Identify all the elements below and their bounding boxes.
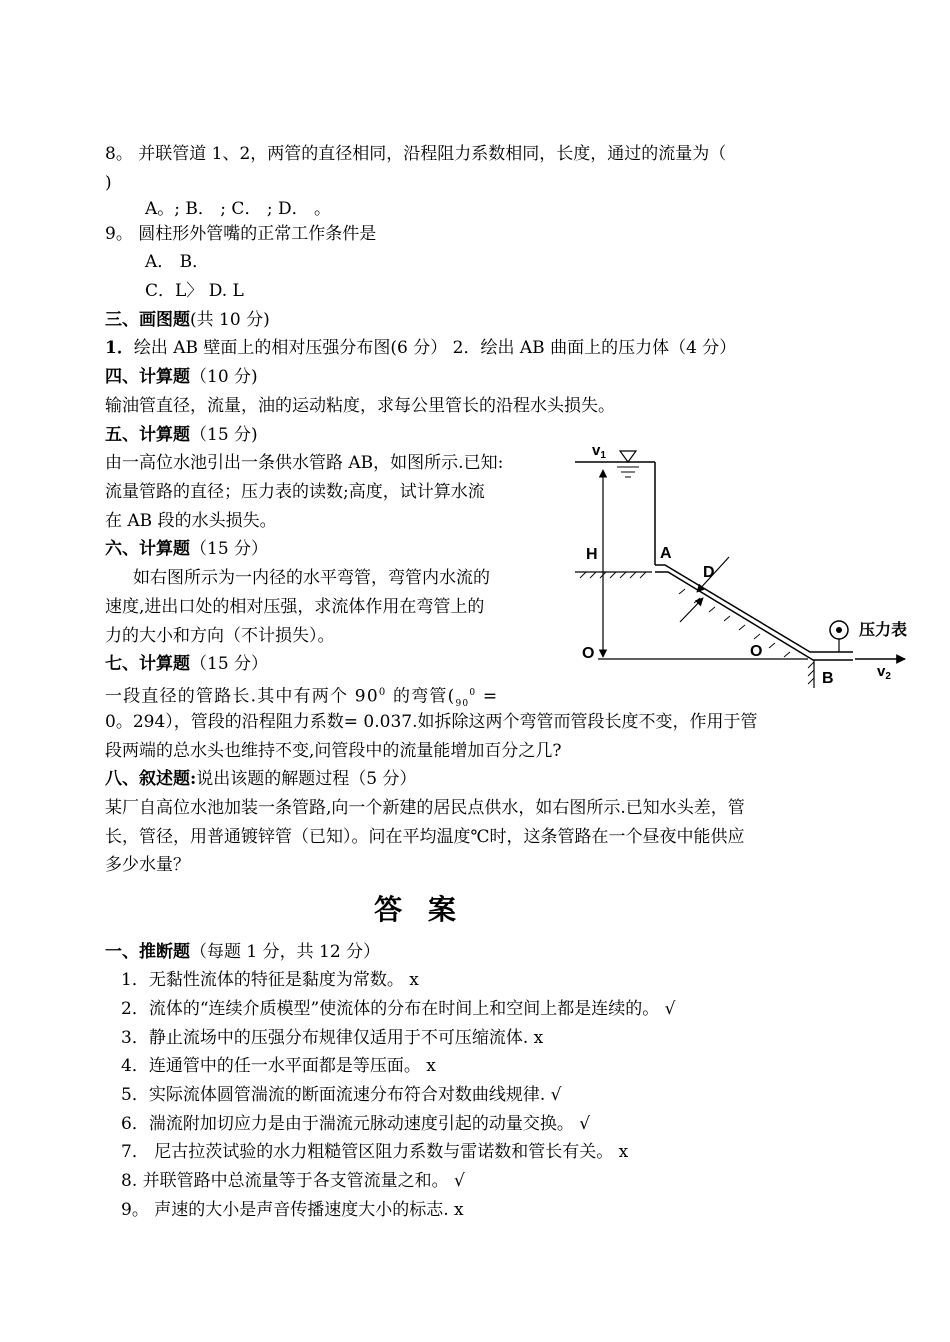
answer-item-8: 8. 并联管路中总流量等于各支管流量之和。 √ [121, 1171, 465, 1191]
answer-item-7: 7． 尼古拉茨试验的水力粗糙管区阻力系数与雷诺数和管长有关。 x [121, 1142, 629, 1162]
water-level-symbol [620, 451, 636, 462]
sec8-line1: 某厂自高位水池加装一条管路,向一个新建的居民点供水，如右图所示.已知水头差，管 [105, 798, 745, 818]
sec7-line1a: 一段直径的管路长.其中有两个 90 [105, 686, 379, 707]
answer-item-1: 1．无黏性流体的特征是黏度为常数。 x [121, 970, 419, 990]
o-left-label: O [582, 645, 595, 662]
sec3-content-num: 1． [105, 338, 134, 358]
v2-label: $v_2$ [877, 663, 891, 682]
sec5-line3: 在 AB 段的水头损失。 [105, 511, 277, 531]
sec4-heading: 四、计算题 [105, 367, 190, 387]
diameter-arrow-bottom [680, 598, 703, 622]
d-label: D [703, 564, 715, 581]
sec3-points: (共 10 分) [190, 310, 270, 330]
q9-options2: C．L〉 D. L [145, 281, 244, 301]
sec7-points: （15 分） [190, 654, 269, 674]
q9-line1: 9。 圆柱形外管嘴的正常工作条件是 [105, 224, 377, 244]
a-label: A [660, 545, 672, 562]
q8-line2: ) [105, 173, 112, 193]
q8-line1: 8。 并联管道 1、2，两管的直径相同，沿程阻力系数相同，长度，通过的流量为（ [105, 144, 727, 164]
answer-item-3: 3．静止流场中的压强分布规律仅适用于不可压缩流体. x [121, 1028, 544, 1048]
sec3-content: 绘出 AB 壁面上的相对压强分布图(6 分） 2．绘出 AB 曲面上的压力体（4 分） [133, 338, 737, 358]
sec5-points: （15 分) [190, 425, 258, 445]
sec4-content: 输油管直径，流量，油的运动粘度，求每公里管长的沿程水头损失。 [105, 396, 615, 416]
sec5-heading: 五、计算题 [105, 425, 190, 445]
sec8-heading: 八、叙述题: [105, 769, 197, 789]
answers-sec1-points: （每题 1 分，共 12 分） [190, 942, 381, 962]
sec6-line2: 速度,进出口处的相对压强，求流体作用在弯管上的 [105, 597, 485, 617]
answer-item-6: 6．湍流附加切应力是由于湍流元脉动速度引起的动量交换。 √ [121, 1114, 591, 1134]
answers-title: 答 案 [374, 893, 464, 926]
sec7-line1c: = [476, 686, 499, 707]
sec7-line2: 0。294），管段的沿程阻力系数= 0.037.如拆除这两个弯管而管段长度不变，作用于管 [105, 712, 758, 732]
answer-item-4: 4．连通管中的任一水平面都是等压面。 x [121, 1056, 436, 1076]
sec7-heading: 七、计算题 [105, 654, 190, 674]
answer-item-9: 9。 声速的大小是声音传播速度大小的标志. x [121, 1200, 464, 1220]
sec8-line2: 长，管径，用普通镀锌管（已知）。问在平均温度℃时，这条管路在一个昼夜中能供应 [105, 827, 745, 847]
sec6-line3: 力的大小和方向（不计损失）。 [105, 626, 335, 646]
sec6-points: （15 分） [190, 539, 269, 559]
h-label: H [586, 546, 598, 563]
b-label: B [822, 670, 834, 687]
sec7-sub: 90 [455, 699, 470, 710]
pressure-gauge-label: 压力表 [859, 622, 908, 639]
sec6-heading: 六、计算题 [105, 539, 190, 559]
answer-item-2: 2．流体的“连续介质模型”使流体的分布在时间上和空间上都是连续的。 √ [121, 999, 676, 1019]
sec7-line3: 段两端的总水头也维持不变,问管段中的流量能增加百分之几? [105, 741, 562, 761]
sec7-sup2: 0 [469, 688, 477, 698]
sec6-line1: 如右图所示为一内径的水平弯管，弯管内水流的 [133, 568, 490, 588]
sec7-sup: 0 [378, 687, 387, 698]
answer-item-5: 5．实际流体圆管湍流的断面流速分布符合对数曲线规律. √ [121, 1085, 562, 1105]
sec7-line1b: 的弯管( [386, 686, 456, 707]
answers-sec1-heading: 一、推断题 [105, 942, 190, 962]
q9-options1: A． B． [145, 252, 210, 272]
sec5-line2: 流量管路的直径；压力表的读数;高度，试计算水流 [105, 482, 485, 502]
sec4-points: （10 分) [190, 367, 258, 387]
sec3-heading: 三、画图题 [105, 310, 190, 330]
sec8-line3: 多少水量？ [105, 855, 190, 875]
q8-options: A。; B． ; C． ; D． 。 [145, 199, 332, 219]
sec5-line1: 由一高位水池引出一条供水管路 AB，如图所示.已知: [105, 453, 504, 473]
o-right-label: O [750, 643, 763, 660]
v1-label: $v_1$ [592, 442, 606, 461]
sec8-points: 说出该题的解题过程（5 分） [196, 769, 417, 789]
